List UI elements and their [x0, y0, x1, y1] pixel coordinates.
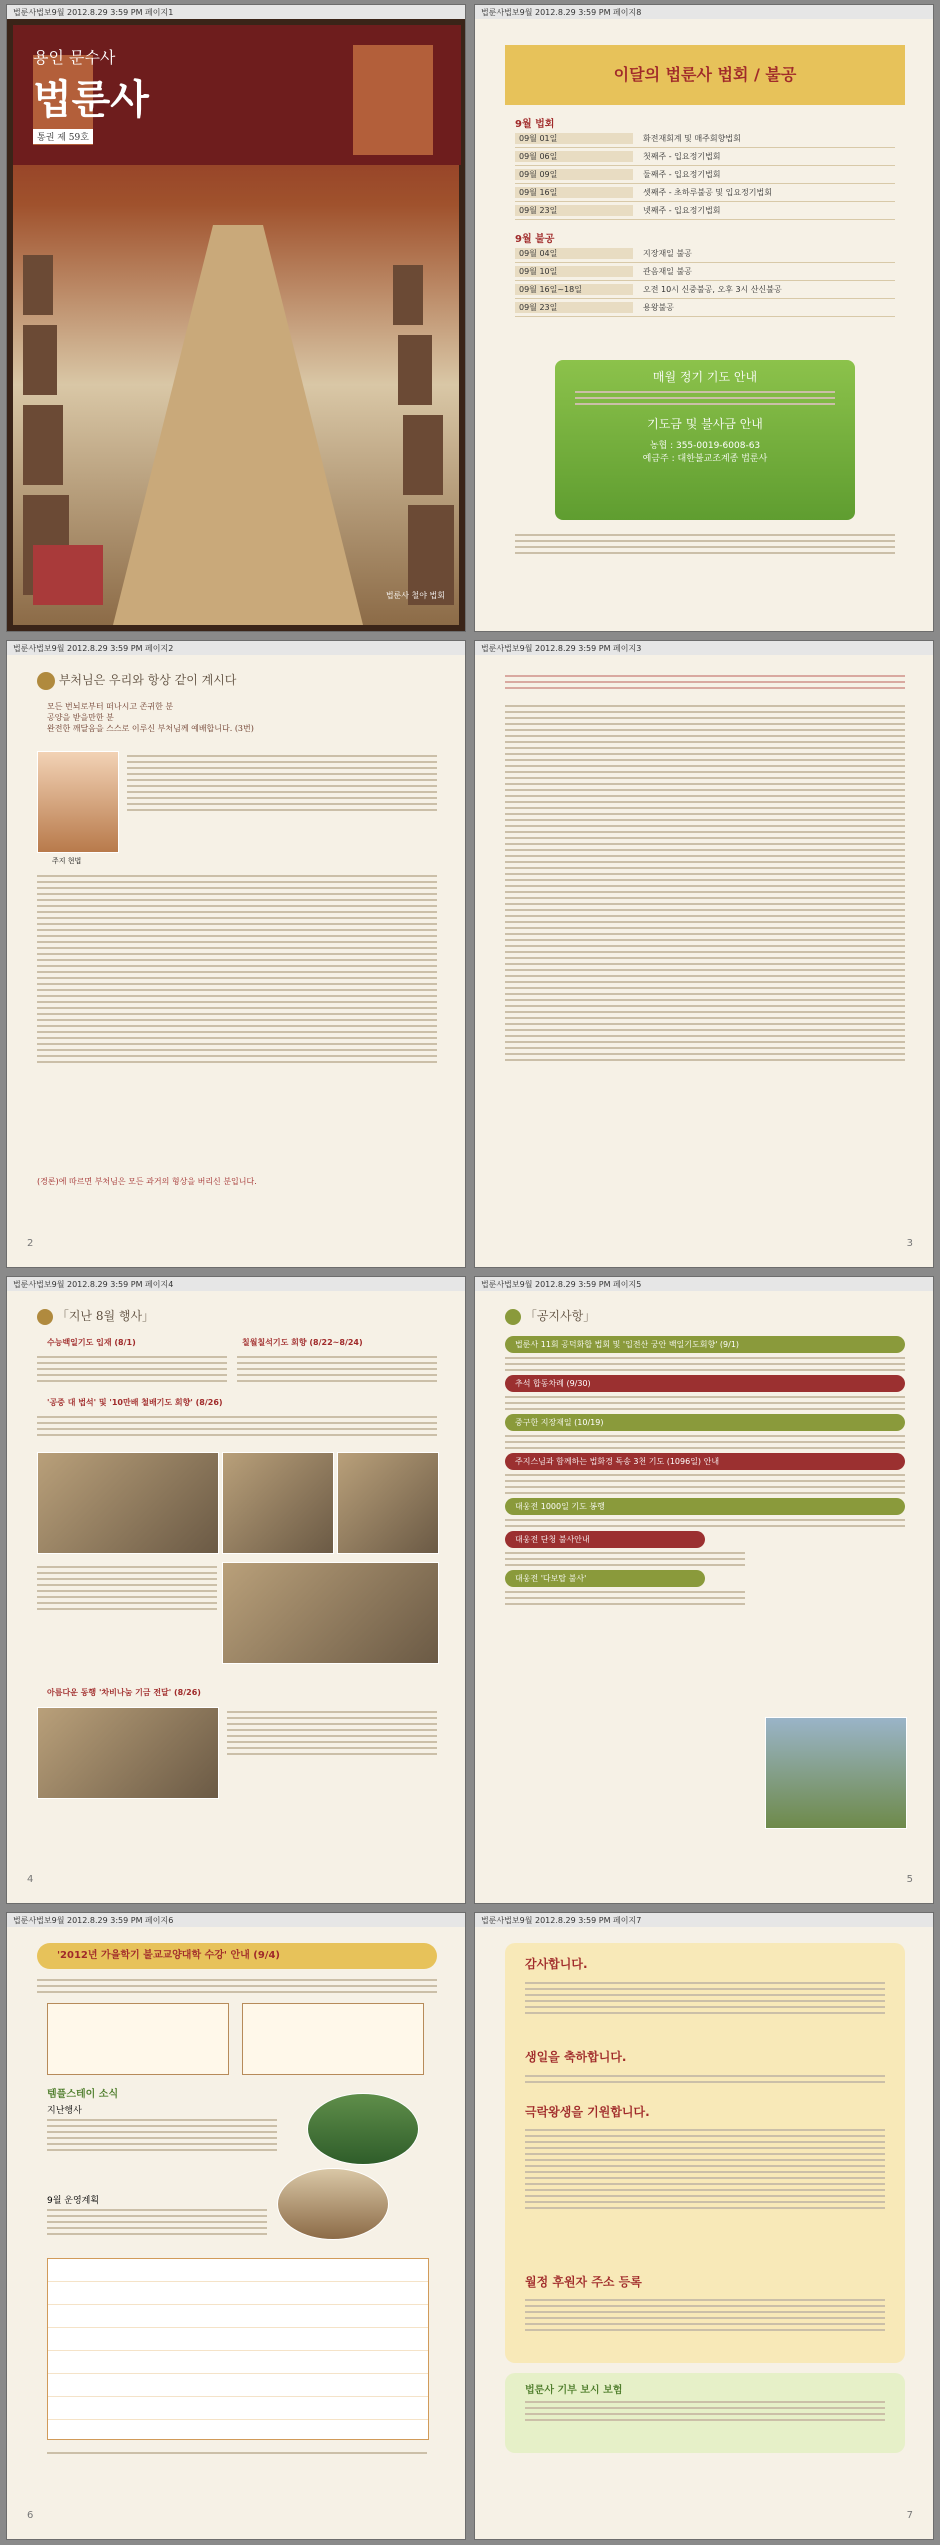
talk-intro-red: [505, 671, 905, 693]
dharma-wheel-icon: [37, 672, 55, 690]
memorial-heading: 극락왕생을 기원합니다.: [525, 2105, 650, 2119]
notice-text: [505, 1435, 905, 1449]
prayer-box-text: [575, 391, 835, 405]
page-number: 6: [27, 2510, 34, 2521]
templestay-plan-text: [47, 2205, 267, 2239]
page-header: 법룬사법보9월 2012.8.29 3:59 PM 페이지4: [7, 1277, 465, 1291]
event-date: 09월 23일: [515, 302, 633, 313]
education-title: '2012년 가을학기 불교교양대학 수강' 안내 (9/4): [57, 1950, 280, 1961]
event-desc: 넷째주 - 입요정기법회: [643, 206, 721, 215]
notice-bar: 법룬사 11회 공덕화합 법회 및 '입전산 궁안 백일기도회향' (9/1): [505, 1336, 905, 1353]
cover-caption: 법룬사 철야 법회: [385, 591, 445, 600]
issue-number: 통권 제 59호: [33, 129, 93, 144]
page-3-dharma-talk-cont: [474, 640, 934, 1268]
event-date: 09월 16일~18일: [515, 284, 633, 295]
templestay-title: 템플스테이 소식: [47, 2089, 119, 2100]
temple-big-name: 법룬사: [33, 76, 149, 123]
event-desc: 둘째주 - 입요정기법회: [643, 170, 721, 179]
page-6-footer: [47, 2448, 427, 2458]
notices-title-text: 「공지사항」: [524, 1309, 596, 1323]
templestay-past: 지난행사: [47, 2106, 82, 2116]
event-date: 09월 04일: [515, 248, 633, 259]
event-date: 09월 23일: [515, 205, 633, 216]
donation-text: [525, 2397, 885, 2425]
donation-box: [505, 2373, 905, 2453]
schedule-table: [47, 2258, 429, 2440]
thanks-heading: 감사합니다.: [525, 1957, 588, 1971]
event-date: 09월 10일: [515, 266, 633, 277]
notice-bar: 대웅전 '다보탑 불사': [505, 1570, 705, 1587]
supporter-heading: 월정 후원자 주소 등록: [525, 2275, 642, 2289]
birthday-heading: 생일을 축하합니다.: [525, 2050, 627, 2064]
templestay-plan: 9월 운영계획: [47, 2196, 100, 2206]
event-row: [515, 148, 895, 166]
event-photo-1: [37, 1452, 219, 1554]
lead-line-2: 공양을 받을만한 분: [47, 713, 114, 722]
event-desc: 첫째주 - 입요정기법회: [643, 152, 721, 161]
event-photo-4: [222, 1562, 439, 1664]
event-desc: 오전 10시 신중불공, 오후 3시 산신불공: [643, 285, 782, 294]
templestay-photo-2: [277, 2168, 389, 2240]
page-1-cover: [6, 4, 466, 632]
donation-title: 법룬사 기부 보시 보험: [525, 2385, 623, 2396]
page-2-dharma-talk: [6, 640, 466, 1268]
dharma-wheel-icon: [505, 1309, 521, 1325]
event-row: [515, 202, 895, 220]
event-date: 09월 01일: [515, 133, 633, 144]
event-list-dharma: [515, 130, 895, 220]
event-heading-1: 수능백일기도 입재 (8/1): [47, 1338, 136, 1347]
notice-bar: 중구한 지장재일 (10/19): [505, 1414, 905, 1431]
event-photo-5: [37, 1707, 219, 1799]
event-desc: 지장재일 불공: [643, 249, 692, 258]
event-heading-3: '공중 대 법석' 및 '10만배 철배기도 회향' (8/26): [47, 1398, 223, 1407]
talk-body: [127, 751, 437, 815]
event-row: [515, 281, 895, 299]
page-header: 법룬사법보9월 2012.8.29 3:59 PM 페이지7: [475, 1913, 933, 1927]
event-heading-4: 아름다운 동행 '차비나눔 기금 전달' (8/26): [47, 1688, 201, 1697]
event-list-offering: [515, 245, 895, 317]
events-title-text: 「지난 8월 행사」: [56, 1309, 155, 1323]
memorial-list: [525, 2125, 885, 2213]
talk-body-2: [37, 871, 437, 1067]
templestay-photo-1: [307, 2093, 419, 2165]
templestay-past-text: [47, 2115, 277, 2155]
talk-lead: [47, 701, 254, 734]
page-number: 7: [906, 2510, 913, 2521]
bank-account: 농협 : 355-0019-6008-63: [649, 441, 761, 451]
page-7-thanks: [474, 1912, 934, 2540]
event-text-2: [237, 1352, 437, 1386]
page-4-events: [6, 1276, 466, 1904]
address-footer: [515, 530, 895, 558]
page-header: 법룬사법보9월 2012.8.29 3:59 PM 페이지3: [475, 641, 933, 655]
event-row: [515, 130, 895, 148]
page-header: 법룬사법보9월 2012.8.29 3:59 PM 페이지1: [7, 5, 465, 19]
cover-title: [33, 45, 149, 144]
event-photo-3: [337, 1452, 439, 1554]
notices-title: [505, 1307, 595, 1325]
account-holder: 예금주 : 대한불교조계종 법룬사: [642, 454, 768, 464]
event-row: [515, 184, 895, 202]
lead-line-3: 완전한 깨달음을 스스로 이루신 부처님께 예배합니다. (3번): [47, 724, 254, 733]
event-text-5: [227, 1707, 437, 1759]
page-5-notices: [474, 1276, 934, 1904]
notices-list: [505, 1332, 905, 1609]
event-row: [515, 263, 895, 281]
schedule-title: 이달의 법룬사 법회 / 불공: [613, 65, 797, 84]
page-number: 5: [906, 1874, 913, 1885]
page-number: 3: [906, 1238, 913, 1249]
education-text: [37, 1975, 437, 1997]
birthday-list: [525, 2071, 885, 2087]
page-number: 2: [27, 1238, 34, 1249]
course-box-2: [242, 2003, 424, 2075]
event-desc: 셋째주 - 초하루불공 및 입요정기법회: [643, 188, 772, 197]
prayer-info-box: [555, 360, 855, 520]
notice-photo: [765, 1717, 907, 1829]
event-text-4: [37, 1562, 217, 1614]
event-desc: 화전재회계 및 매주회향법회: [643, 134, 741, 143]
event-date: 09월 09일: [515, 169, 633, 180]
notice-text: [505, 1552, 745, 1566]
lead-line-1: 모든 번뇌로부터 떠나시고 존귀한 분: [47, 702, 174, 711]
talk-continuation: [505, 701, 905, 1065]
notice-bar: 추석 합동차례 (9/30): [505, 1375, 905, 1392]
notice-text: [505, 1474, 905, 1494]
course-box-1: [47, 2003, 229, 2075]
event-text-3: [37, 1412, 437, 1440]
page-8-schedule: [474, 4, 934, 632]
section-heading-offering: 9월 불공: [515, 234, 555, 245]
event-row: [515, 166, 895, 184]
notice-text: [505, 1591, 745, 1605]
thanks-panel: [505, 1943, 905, 2363]
notice-bar: 대웅전 1000일 기도 봉행: [505, 1498, 905, 1515]
abbot-photo: [37, 751, 119, 853]
talk-title: [37, 671, 236, 690]
page-header: 법룬사법보9월 2012.8.29 3:59 PM 페이지6: [7, 1913, 465, 1927]
page-header: 법룬사법보9월 2012.8.29 3:59 PM 페이지2: [7, 641, 465, 655]
schedule-banner: [505, 45, 905, 105]
schedule-content: [515, 115, 895, 317]
notice-text: [505, 1357, 905, 1371]
event-desc: 관음재일 불공: [643, 267, 692, 276]
prayer-box-title: 매월 정기 기도 안내: [652, 370, 758, 384]
event-date: 09월 16일: [515, 187, 633, 198]
events-title: [37, 1307, 154, 1325]
dharma-wheel-icon: [37, 1309, 53, 1325]
notice-bar: 대웅전 단청 불사안내: [505, 1531, 705, 1548]
abbot-caption: 주지 현법: [52, 857, 82, 865]
supporter-list: [525, 2295, 885, 2335]
thanks-list: [525, 1978, 885, 2018]
temple-small-name: 용인 문수사: [33, 48, 116, 67]
event-heading-2: 칠월칠석기도 회향 (8/22~8/24): [242, 1338, 363, 1347]
page-header: 법룬사법보9월 2012.8.29 3:59 PM 페이지5: [475, 1277, 933, 1291]
notice-bar: 주지스님과 함께하는 법화경 독송 3천 기도 (1096일) 안내: [505, 1453, 905, 1470]
donation-box-title: 기도금 및 불사금 안내: [647, 417, 763, 431]
notice-text: [505, 1519, 905, 1527]
event-row: [515, 299, 895, 317]
page-6-education: [6, 1912, 466, 2540]
section-heading-dharma: 9월 법회: [515, 119, 555, 130]
event-date: 09월 06일: [515, 151, 633, 162]
education-banner: [37, 1943, 437, 1969]
page-header: 법룬사법보9월 2012.8.29 3:59 PM 페이지8: [475, 5, 933, 19]
page-number: 4: [27, 1874, 34, 1885]
notice-text: [505, 1396, 905, 1410]
event-text-1: [37, 1352, 227, 1386]
event-photo-2: [222, 1452, 334, 1554]
event-row: [515, 245, 895, 263]
talk-title-text: 부처님은 우리와 항상 같이 계시다: [58, 673, 237, 687]
event-desc: 용왕불공: [643, 303, 674, 312]
talk-quote: (경론)에 따르면 부처님은 모든 과거의 형상을 버리신 분입니다.: [37, 1177, 257, 1186]
